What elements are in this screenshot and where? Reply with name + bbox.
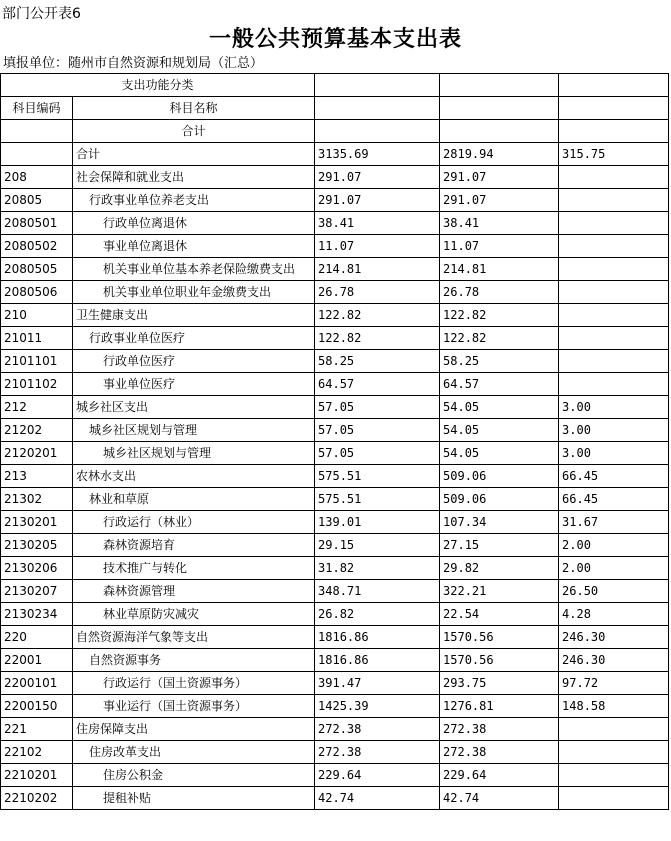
code-cell: 2210201 bbox=[1, 764, 73, 787]
header-empty-cell bbox=[559, 120, 669, 143]
header-row-group bbox=[1, 74, 669, 97]
personnel-cell: 291.07 bbox=[440, 166, 559, 189]
table-row bbox=[1, 534, 669, 557]
code-cell: 2130205 bbox=[1, 534, 73, 557]
name-cell: 事业单位医疗 bbox=[73, 373, 315, 396]
name-cell: 林业草原防灾减灾 bbox=[73, 603, 315, 626]
table-row bbox=[1, 580, 669, 603]
public-cell: 315.75 bbox=[559, 143, 669, 166]
code-cell bbox=[1, 143, 73, 166]
code-cell: 2210202 bbox=[1, 787, 73, 810]
table-row bbox=[1, 511, 669, 534]
name-cell: 行政事业单位医疗 bbox=[73, 327, 315, 350]
table-row bbox=[1, 189, 669, 212]
table-row bbox=[1, 649, 669, 672]
public-cell: 4.28 bbox=[559, 603, 669, 626]
code-cell: 21302 bbox=[1, 488, 73, 511]
code-cell: 21011 bbox=[1, 327, 73, 350]
name-cell: 城乡社区规划与管理 bbox=[73, 419, 315, 442]
public-cell: 2.00 bbox=[559, 557, 669, 580]
personnel-cell: 27.15 bbox=[440, 534, 559, 557]
header-empty-cell bbox=[1, 120, 73, 143]
personnel-cell: 322.21 bbox=[440, 580, 559, 603]
table-number-label: 部门公开表6 bbox=[2, 6, 81, 22]
page-title: 一般公共预算基本支出表 bbox=[208, 26, 462, 52]
table-row bbox=[1, 212, 669, 235]
public-cell bbox=[559, 281, 669, 304]
personnel-cell: 107.34 bbox=[440, 511, 559, 534]
personnel-cell: 1570.56 bbox=[440, 649, 559, 672]
header-empty-cell bbox=[440, 74, 559, 97]
personnel-cell: 214.81 bbox=[440, 258, 559, 281]
code-cell: 2200150 bbox=[1, 695, 73, 718]
total-cell: 58.25 bbox=[315, 350, 440, 373]
personnel-cell: 122.82 bbox=[440, 304, 559, 327]
total-cell: 42.74 bbox=[315, 787, 440, 810]
public-cell bbox=[559, 235, 669, 258]
public-cell: 3.00 bbox=[559, 419, 669, 442]
table-row bbox=[1, 764, 669, 787]
table-body bbox=[1, 143, 669, 810]
personnel-cell: 291.07 bbox=[440, 189, 559, 212]
total-cell: 1425.39 bbox=[315, 695, 440, 718]
name-cell: 住房改革支出 bbox=[73, 741, 315, 764]
header-empty-cell bbox=[559, 74, 669, 97]
table-row bbox=[1, 626, 669, 649]
public-cell bbox=[559, 327, 669, 350]
total-cell: 291.07 bbox=[315, 189, 440, 212]
personnel-cell: 122.82 bbox=[440, 327, 559, 350]
personnel-cell: 42.74 bbox=[440, 787, 559, 810]
name-cell: 城乡社区支出 bbox=[73, 396, 315, 419]
public-cell: 148.58 bbox=[559, 695, 669, 718]
code-cell: 22102 bbox=[1, 741, 73, 764]
code-cell: 2130234 bbox=[1, 603, 73, 626]
personnel-cell: 54.05 bbox=[440, 396, 559, 419]
code-cell: 210 bbox=[1, 304, 73, 327]
name-cell: 行政单位医疗 bbox=[73, 350, 315, 373]
table-row bbox=[1, 557, 669, 580]
name-cell: 事业单位离退休 bbox=[73, 235, 315, 258]
public-cell bbox=[559, 741, 669, 764]
personnel-cell: 22.54 bbox=[440, 603, 559, 626]
public-cell bbox=[559, 258, 669, 281]
table-row bbox=[1, 603, 669, 626]
name-cell: 森林资源管理 bbox=[73, 580, 315, 603]
code-cell: 2101102 bbox=[1, 373, 73, 396]
total-cell: 64.57 bbox=[315, 373, 440, 396]
table-row bbox=[1, 442, 669, 465]
name-cell: 农林水支出 bbox=[73, 465, 315, 488]
total-cell: 57.05 bbox=[315, 442, 440, 465]
name-cell: 提租补贴 bbox=[73, 787, 315, 810]
code-cell: 2080505 bbox=[1, 258, 73, 281]
public-cell: 31.67 bbox=[559, 511, 669, 534]
personnel-cell: 1570.56 bbox=[440, 626, 559, 649]
code-cell: 220 bbox=[1, 626, 73, 649]
header-row-names bbox=[1, 97, 669, 120]
header-empty-cell bbox=[559, 97, 669, 120]
public-cell: 97.72 bbox=[559, 672, 669, 695]
total-cell: 11.07 bbox=[315, 235, 440, 258]
code-cell: 213 bbox=[1, 465, 73, 488]
public-cell bbox=[559, 166, 669, 189]
header-empty-cell bbox=[315, 120, 440, 143]
name-cell: 自然资源海洋气象等支出 bbox=[73, 626, 315, 649]
total-cell: 31.82 bbox=[315, 557, 440, 580]
name-cell: 行政运行（国土资源事务） bbox=[73, 672, 315, 695]
name-cell: 林业和草原 bbox=[73, 488, 315, 511]
total-cell: 26.78 bbox=[315, 281, 440, 304]
total-cell: 291.07 bbox=[315, 166, 440, 189]
header-empty-cell bbox=[440, 120, 559, 143]
total-cell: 26.82 bbox=[315, 603, 440, 626]
code-cell: 2080502 bbox=[1, 235, 73, 258]
code-cell: 22001 bbox=[1, 649, 73, 672]
table-row bbox=[1, 741, 669, 764]
total-cell: 348.71 bbox=[315, 580, 440, 603]
total-cell: 29.15 bbox=[315, 534, 440, 557]
table-row bbox=[1, 143, 669, 166]
table-row bbox=[1, 465, 669, 488]
header-empty-cell bbox=[315, 74, 440, 97]
total-cell: 38.41 bbox=[315, 212, 440, 235]
code-cell: 2080506 bbox=[1, 281, 73, 304]
personnel-cell: 229.64 bbox=[440, 764, 559, 787]
name-cell: 自然资源事务 bbox=[73, 649, 315, 672]
total-cell: 272.38 bbox=[315, 741, 440, 764]
personnel-cell: 58.25 bbox=[440, 350, 559, 373]
name-cell: 住房保障支出 bbox=[73, 718, 315, 741]
personnel-cell: 509.06 bbox=[440, 488, 559, 511]
public-cell bbox=[559, 212, 669, 235]
total-cell: 575.51 bbox=[315, 465, 440, 488]
personnel-cell: 293.75 bbox=[440, 672, 559, 695]
reporting-unit-label: 填报单位：随州市自然资源和规划局（汇总） bbox=[3, 56, 264, 71]
total-cell: 1816.86 bbox=[315, 649, 440, 672]
public-cell: 246.30 bbox=[559, 626, 669, 649]
code-cell: 21202 bbox=[1, 419, 73, 442]
personnel-cell: 1276.81 bbox=[440, 695, 559, 718]
name-cell: 卫生健康支出 bbox=[73, 304, 315, 327]
total-cell: 229.64 bbox=[315, 764, 440, 787]
personnel-cell: 2819.94 bbox=[440, 143, 559, 166]
name-cell: 合计 bbox=[73, 143, 315, 166]
table-row bbox=[1, 327, 669, 350]
header-group-cell: 支出功能分类 bbox=[1, 74, 315, 97]
header-empty-cell bbox=[315, 97, 440, 120]
public-cell: 66.45 bbox=[559, 465, 669, 488]
header-empty-cell bbox=[440, 97, 559, 120]
table-row bbox=[1, 258, 669, 281]
code-cell: 212 bbox=[1, 396, 73, 419]
public-cell: 2.00 bbox=[559, 534, 669, 557]
total-cell: 575.51 bbox=[315, 488, 440, 511]
name-cell: 社会保障和就业支出 bbox=[73, 166, 315, 189]
table-row bbox=[1, 419, 669, 442]
personnel-cell: 272.38 bbox=[440, 741, 559, 764]
public-cell bbox=[559, 787, 669, 810]
table-row bbox=[1, 488, 669, 511]
header-name-cell: 科目名称 bbox=[73, 97, 315, 120]
code-cell: 2130206 bbox=[1, 557, 73, 580]
personnel-cell: 54.05 bbox=[440, 442, 559, 465]
total-cell: 3135.69 bbox=[315, 143, 440, 166]
table-row bbox=[1, 166, 669, 189]
name-cell: 机关事业单位职业年金缴费支出 bbox=[73, 281, 315, 304]
table-row bbox=[1, 281, 669, 304]
header-total-cell: 合计 bbox=[73, 120, 315, 143]
code-cell: 2200101 bbox=[1, 672, 73, 695]
table-row bbox=[1, 672, 669, 695]
public-cell: 26.50 bbox=[559, 580, 669, 603]
public-cell: 66.45 bbox=[559, 488, 669, 511]
personnel-cell: 54.05 bbox=[440, 419, 559, 442]
header-row-total bbox=[1, 120, 669, 143]
personnel-cell: 29.82 bbox=[440, 557, 559, 580]
total-cell: 122.82 bbox=[315, 304, 440, 327]
name-cell: 住房公积金 bbox=[73, 764, 315, 787]
code-cell: 2101101 bbox=[1, 350, 73, 373]
name-cell: 事业运行（国土资源事务） bbox=[73, 695, 315, 718]
personnel-cell: 26.78 bbox=[440, 281, 559, 304]
code-cell: 2130201 bbox=[1, 511, 73, 534]
name-cell: 行政单位离退休 bbox=[73, 212, 315, 235]
name-cell: 行政运行（林业） bbox=[73, 511, 315, 534]
personnel-cell: 11.07 bbox=[440, 235, 559, 258]
public-cell: 246.30 bbox=[559, 649, 669, 672]
code-cell: 2130207 bbox=[1, 580, 73, 603]
total-cell: 122.82 bbox=[315, 327, 440, 350]
total-cell: 57.05 bbox=[315, 396, 440, 419]
public-cell bbox=[559, 189, 669, 212]
total-cell: 391.47 bbox=[315, 672, 440, 695]
public-cell bbox=[559, 350, 669, 373]
public-cell: 3.00 bbox=[559, 442, 669, 465]
table-row bbox=[1, 718, 669, 741]
public-cell bbox=[559, 718, 669, 741]
budget-expenditure-table bbox=[0, 73, 669, 810]
name-cell: 城乡社区规划与管理 bbox=[73, 442, 315, 465]
table-row bbox=[1, 350, 669, 373]
table-row bbox=[1, 695, 669, 718]
total-cell: 272.38 bbox=[315, 718, 440, 741]
name-cell: 机关事业单位基本养老保险缴费支出 bbox=[73, 258, 315, 281]
total-cell: 1816.86 bbox=[315, 626, 440, 649]
total-cell: 214.81 bbox=[315, 258, 440, 281]
public-cell bbox=[559, 304, 669, 327]
name-cell: 森林资源培育 bbox=[73, 534, 315, 557]
public-cell: 3.00 bbox=[559, 396, 669, 419]
header-code-cell: 科目编码 bbox=[1, 97, 73, 120]
code-cell: 20805 bbox=[1, 189, 73, 212]
code-cell: 221 bbox=[1, 718, 73, 741]
total-cell: 57.05 bbox=[315, 419, 440, 442]
total-cell: 139.01 bbox=[315, 511, 440, 534]
name-cell: 技术推广与转化 bbox=[73, 557, 315, 580]
public-cell bbox=[559, 373, 669, 396]
personnel-cell: 38.41 bbox=[440, 212, 559, 235]
table-row bbox=[1, 235, 669, 258]
code-cell: 2120201 bbox=[1, 442, 73, 465]
personnel-cell: 64.57 bbox=[440, 373, 559, 396]
table-row bbox=[1, 304, 669, 327]
code-cell: 2080501 bbox=[1, 212, 73, 235]
public-cell bbox=[559, 764, 669, 787]
personnel-cell: 509.06 bbox=[440, 465, 559, 488]
table-row bbox=[1, 396, 669, 419]
code-cell: 208 bbox=[1, 166, 73, 189]
name-cell: 行政事业单位养老支出 bbox=[73, 189, 315, 212]
personnel-cell: 272.38 bbox=[440, 718, 559, 741]
table-row bbox=[1, 787, 669, 810]
table-row bbox=[1, 373, 669, 396]
